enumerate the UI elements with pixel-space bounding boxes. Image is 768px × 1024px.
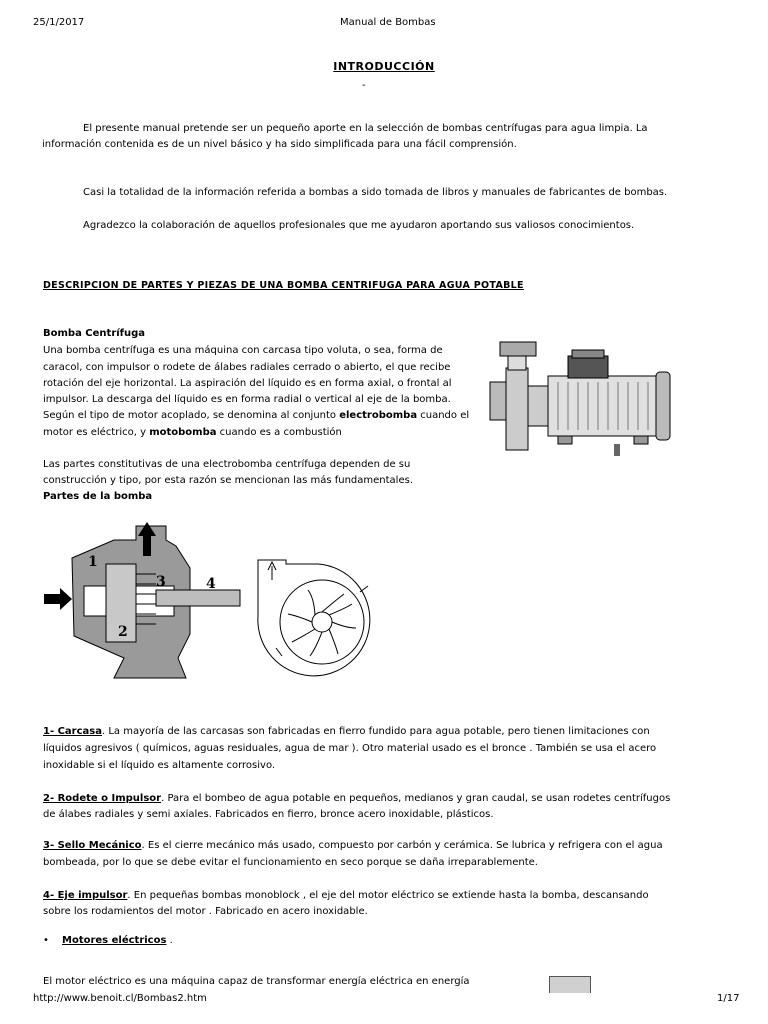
item-2-line-2: de álabes radiales y semi axiales. Fabricados en fierro, bronce acero inoxidable, plásticos.	[43, 809, 494, 820]
parts-line-2: construcción y tipo, por esta razón se mencionan las más fundamentales.	[43, 475, 414, 486]
motors-heading	[62, 933, 173, 949]
item-2-line-1	[43, 791, 670, 807]
motobomba-term: motobomba	[149, 427, 217, 438]
pump-line-6c: cuando es a combustión	[216, 427, 342, 438]
electric-pump-illustration	[488, 338, 674, 460]
intro-line-2: información contenida es de un nivel básico y ha sido simplificada para una fácil comprensión.	[42, 139, 517, 150]
item-2-text: . Para el bombeo de agua potable en pequeños, medianos y gran caudal, se usan rodetes centrífugos	[161, 793, 671, 804]
page-number: 1/17	[717, 993, 740, 1004]
item-3-text: . Es el cierre mecánico más usado, compuesto por carbón y cerámica. Se lubrica y refrigera con el agua	[141, 840, 663, 851]
volute-impeller-diagram	[252, 556, 382, 680]
item-3-label: 3- Sello Mecánico	[43, 840, 142, 851]
electrobomba-term: electrobomba	[339, 410, 418, 421]
motor-line-1: El motor eléctrico es una máquina capaz de transformar energía eléctrica en energía	[43, 976, 470, 987]
pump-line-5a: Según el tipo de motor acoplado, se denomina al conjunto	[43, 410, 340, 421]
motors-title: Motores eléctricos	[62, 935, 167, 946]
motors-dot: .	[166, 935, 173, 946]
item-4-label: 4- Eje impulsor	[43, 890, 128, 901]
pump-line-2: caracol, con impulsor o rodete de álabes radiales cerrado o abierto, el que recibe	[43, 362, 451, 373]
item-3-line-1	[43, 838, 663, 854]
pump-line-6	[43, 425, 342, 441]
diagram-label-4: 4	[206, 576, 216, 592]
parts-title: Partes de la bomba	[43, 491, 153, 502]
print-date: 25/1/2017	[33, 17, 85, 28]
item-4-line-2: sobre los rodamientos del motor . Fabricado en acero inoxidable.	[43, 906, 368, 917]
diagram-label-2: 2	[118, 624, 128, 640]
motor-image-top	[549, 976, 591, 993]
item-3-line-2: bombeada, por lo que se debe evitar el funcionamiento en seco porque se daña irreparablemente.	[43, 857, 538, 868]
item-1-text: . La mayoría de las carcasas son fabricadas en fierro fundido para agua potable, pero tienen limitaciones con	[101, 726, 650, 737]
source-url[interactable]: http://www.benoit.cl/Bombas2.htm	[33, 993, 207, 1004]
pump-line-4: impulsor. La descarga del líquido es en forma radial o vertical al eje de la bomba.	[43, 394, 451, 405]
item-4-text: . En pequeñas bombas monoblock , el eje del motor eléctrico se extiende hasta la bomba, descansando	[127, 890, 649, 901]
pump-cross-section-diagram	[44, 518, 244, 680]
title-dash: -	[362, 80, 366, 91]
pump-line-5	[43, 408, 469, 424]
section-heading: DESCRIPCION DE PARTES Y PIEZAS DE UNA BOMBA CENTRIFUGA PARA AGUA POTABLE	[43, 280, 524, 291]
pump-line-3: rotación del eje horizontal. La aspiración del líquido es en forma axial, o frontal al	[43, 378, 452, 389]
item-1-label: 1- Carcasa	[43, 726, 102, 737]
pump-line-5c: cuando el	[417, 410, 470, 421]
pump-title: Bomba Centrífuga	[43, 328, 146, 339]
item-1-line-3: inoxidable si el líquido es altamente corrosivo.	[43, 760, 276, 771]
item-1-line-1	[43, 724, 650, 740]
item-1-line-2: líquidos agresivos ( químicos, aguas residuales, agua de mar ). Otro material usado es el bronce . También se usa el acero	[43, 743, 657, 754]
print-title: Manual de Bombas	[340, 17, 436, 28]
diagram-label-3: 3	[156, 574, 166, 590]
intro-paragraph-3: Agradezco la colaboración de aquellos profesionales que me ayudaron aportando sus valiosos conocimientos.	[83, 220, 635, 231]
motors-bullet: •	[43, 935, 49, 946]
pump-line-6a: motor es eléctrico, y	[43, 427, 150, 438]
diagram-label-1: 1	[88, 554, 98, 570]
parts-line-1: Las partes constitutivas de una electrobomba centrífuga dependen de su	[43, 459, 411, 470]
intro-paragraph-2: Casi la totalidad de la información referida a bombas a sido tomada de libros y manuales de fabricantes de bombas.	[83, 187, 668, 198]
item-2-label: 2- Rodete o Impulsor	[43, 793, 162, 804]
intro-line-1: El presente manual pretende ser un pequeño aporte en la selección de bombas centrífugas para agua limpia. La	[83, 123, 648, 134]
item-4-line-1	[43, 888, 649, 904]
page-title: INTRODUCCIÓN	[333, 60, 435, 73]
pump-line-1: Una bomba centrífuga es una máquina con carcasa tipo voluta, o sea, forma de	[43, 345, 443, 356]
